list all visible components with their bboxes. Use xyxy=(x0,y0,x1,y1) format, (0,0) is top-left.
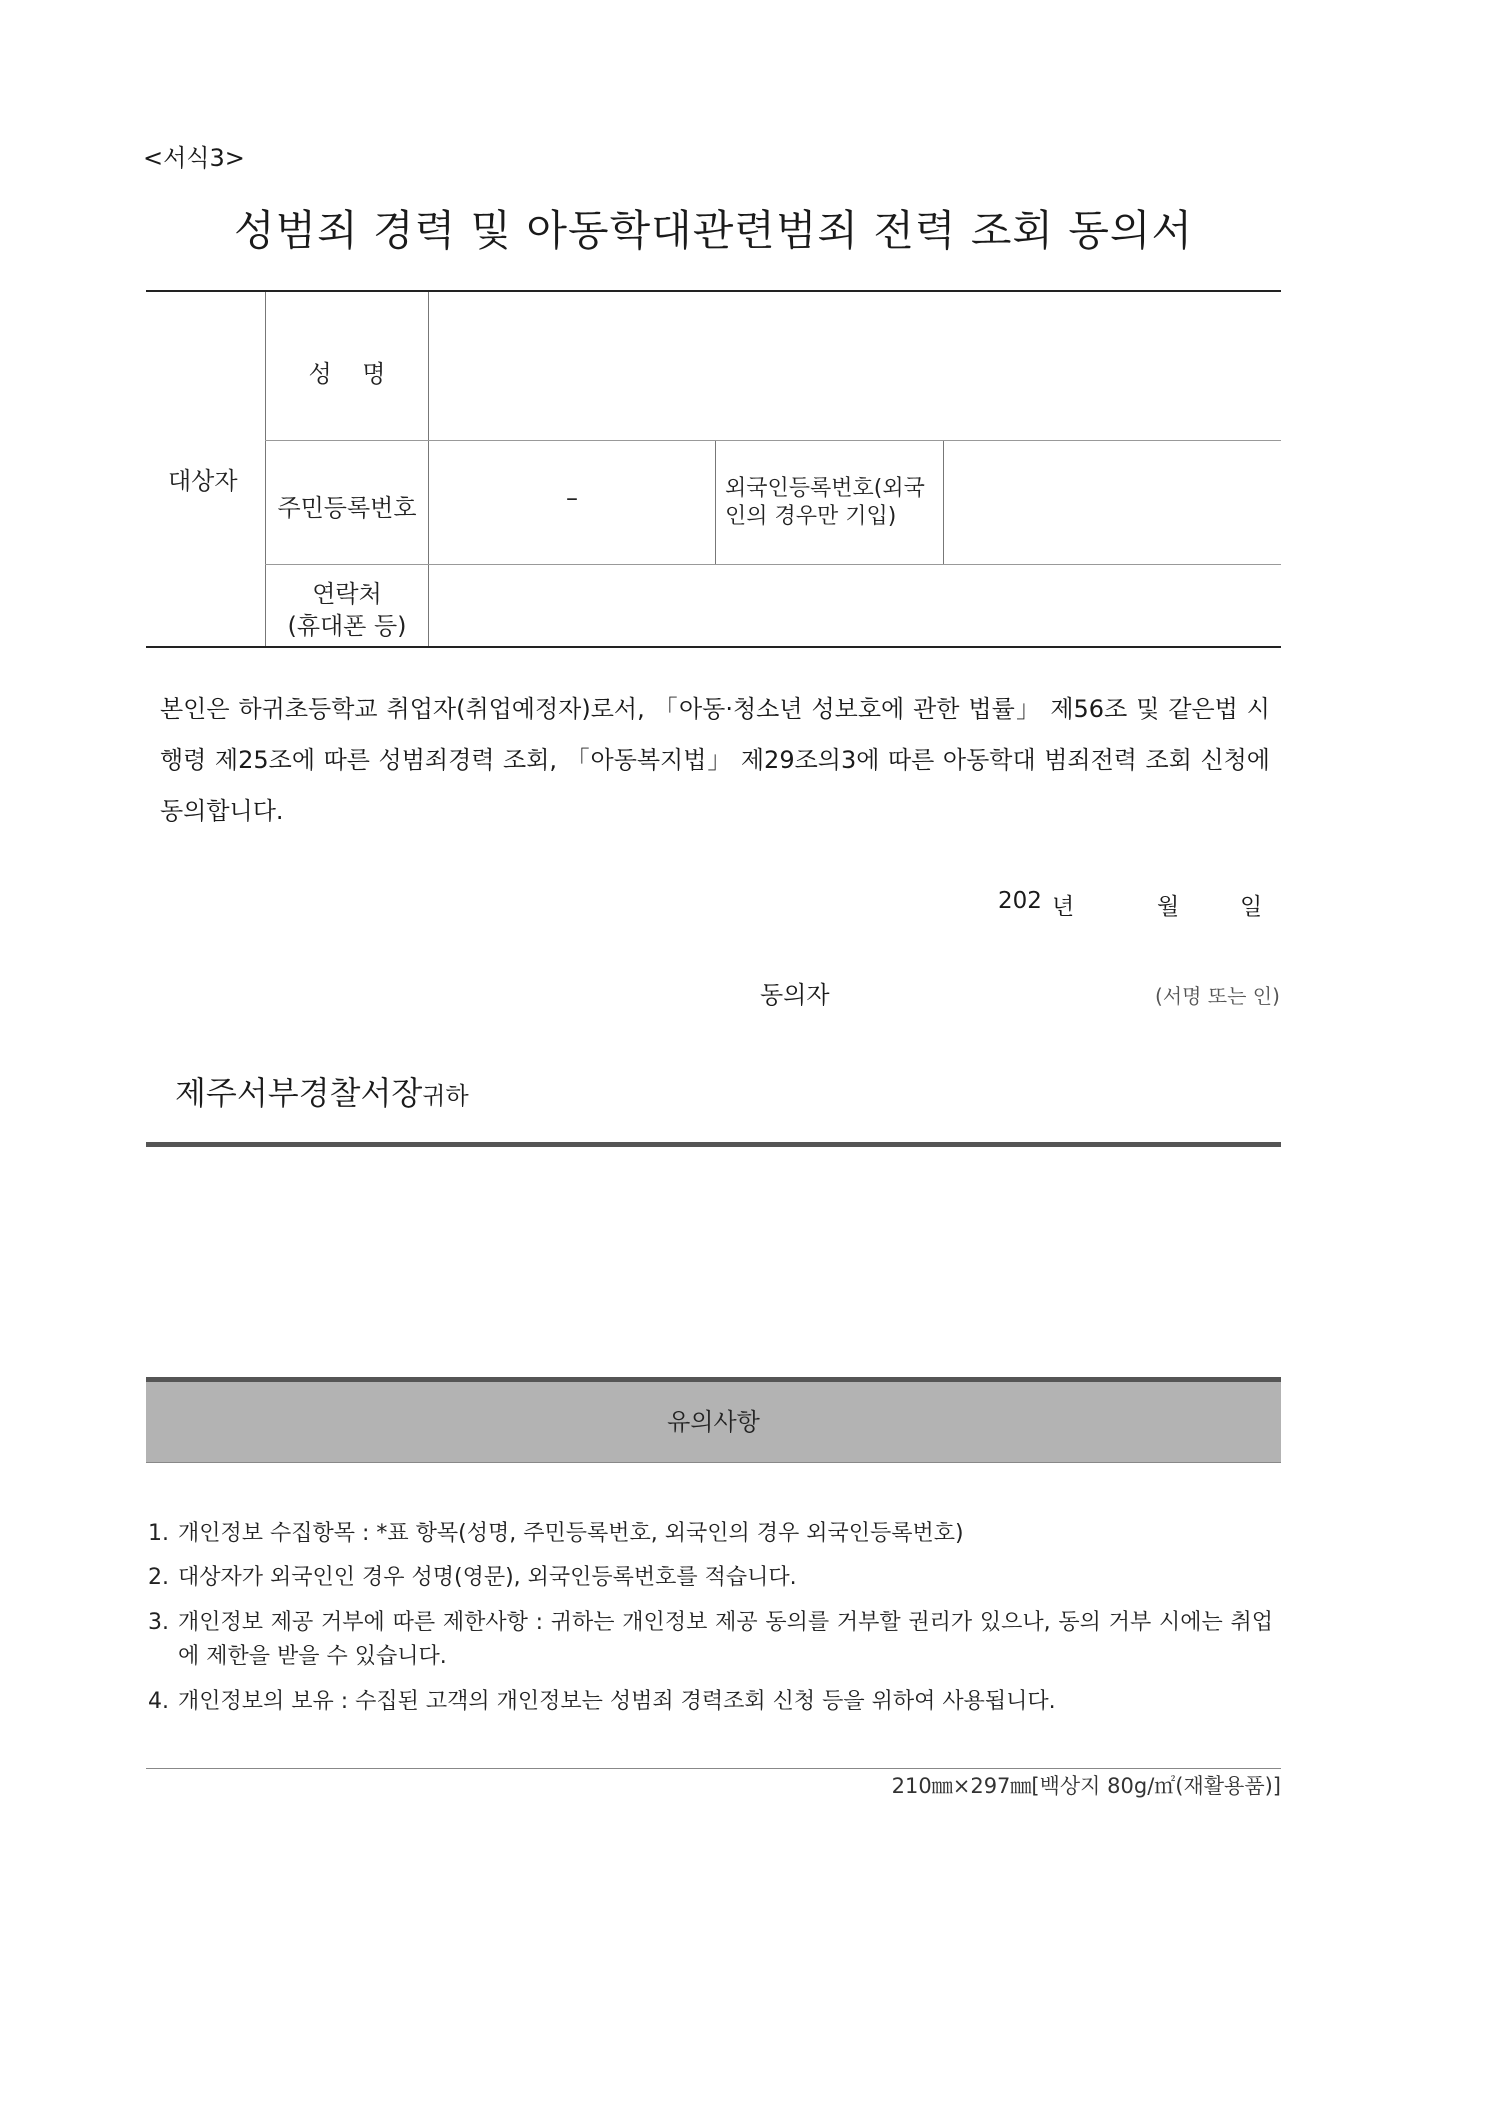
consent-statement: 본인은 하귀초등학교 취업자(취업예정자)로서, 「아동·청소년 성보호에 관한 법률」 제56조 및 같은법 시행령 제25조에 따른 성범죄경력 조회, 「아동복지법」 제29조의3에 따른 아동학대 범죄전력 조회 신청에 동의합니다. xyxy=(160,695,1270,825)
notice-list xyxy=(148,1512,1273,1724)
foreign-id-label: 외국인등록번호(외국인의 경우만 기입) xyxy=(725,476,925,529)
recipient-suffix: 귀하 xyxy=(422,1082,469,1110)
date-day: 일 xyxy=(1240,894,1263,920)
notice-heading: 유의사항 xyxy=(146,1377,1281,1463)
notice-item xyxy=(148,1606,1273,1674)
notice-item-number: 4. xyxy=(148,1689,169,1714)
notice-item-number: 3. xyxy=(148,1610,169,1635)
table-divider xyxy=(428,292,429,646)
consenter-label: 동의자 xyxy=(760,981,830,1009)
contact-field[interactable] xyxy=(430,565,1280,645)
contact-label-line1: 연락처 xyxy=(312,580,382,608)
date-year-prefix: 202 xyxy=(998,888,1042,914)
contact-label xyxy=(266,578,428,642)
notice-item xyxy=(148,1512,1273,1556)
notice-item-number: 1. xyxy=(148,1521,169,1546)
name-field[interactable] xyxy=(430,293,1280,439)
date-month: 월 xyxy=(1157,894,1180,920)
signature-note: (서명 또는 인) xyxy=(1155,984,1280,1008)
date-year: 년 xyxy=(1052,894,1075,920)
contact-label-line2: (휴대폰 등) xyxy=(287,612,407,640)
footer-rule xyxy=(146,1768,1281,1769)
rrn-label: 주민등록번호 xyxy=(277,494,417,522)
foreign-id-field[interactable] xyxy=(945,441,1280,563)
recipient xyxy=(175,1068,469,1114)
notice-item-text: 개인정보 수집항목 : *표 항목(성명, 주민등록번호, 외국인의 경우 외국인등록번호) xyxy=(178,1521,964,1546)
paper-spec-footer: 210㎜×297㎜[백상지 80g/㎡(재활용품)] xyxy=(891,1774,1281,1798)
table-top-rule xyxy=(146,290,1281,292)
notice-item-number: 2. xyxy=(148,1565,169,1590)
table-divider xyxy=(943,440,944,564)
table-divider xyxy=(715,440,716,564)
name-label: 성 명 xyxy=(308,360,386,388)
subject-section-label: 대상자 xyxy=(168,467,238,495)
table-bottom-rule xyxy=(146,646,1281,648)
notice-item-text: 대상자가 외국인인 경우 성명(영문), 외국인등록번호를 적습니다. xyxy=(178,1565,797,1590)
notice-item-text: 개인정보의 보유 : 수집된 고객의 개인정보는 성범죄 경력조회 신청 등을 위하여 사용됩니다. xyxy=(178,1689,1056,1714)
form-number-label: <서식3> xyxy=(143,144,245,172)
notice-item xyxy=(148,1680,1273,1724)
rrn-separator: – xyxy=(566,484,578,512)
notice-item-text: 개인정보 제공 거부에 따른 제한사항 : 귀하는 개인정보 제공 동의를 거부할 권리가 있으나, 동의 거부 시에는 취업에 제한을 받을 수 있습니다. xyxy=(178,1610,1273,1669)
document-title: 성범죄 경력 및 아동학대관련범죄 전력 조회 동의서 xyxy=(233,206,1194,255)
recipient-name: 제주서부경찰서장 xyxy=(175,1074,423,1112)
section-divider xyxy=(146,1142,1281,1147)
notice-item xyxy=(148,1556,1273,1600)
